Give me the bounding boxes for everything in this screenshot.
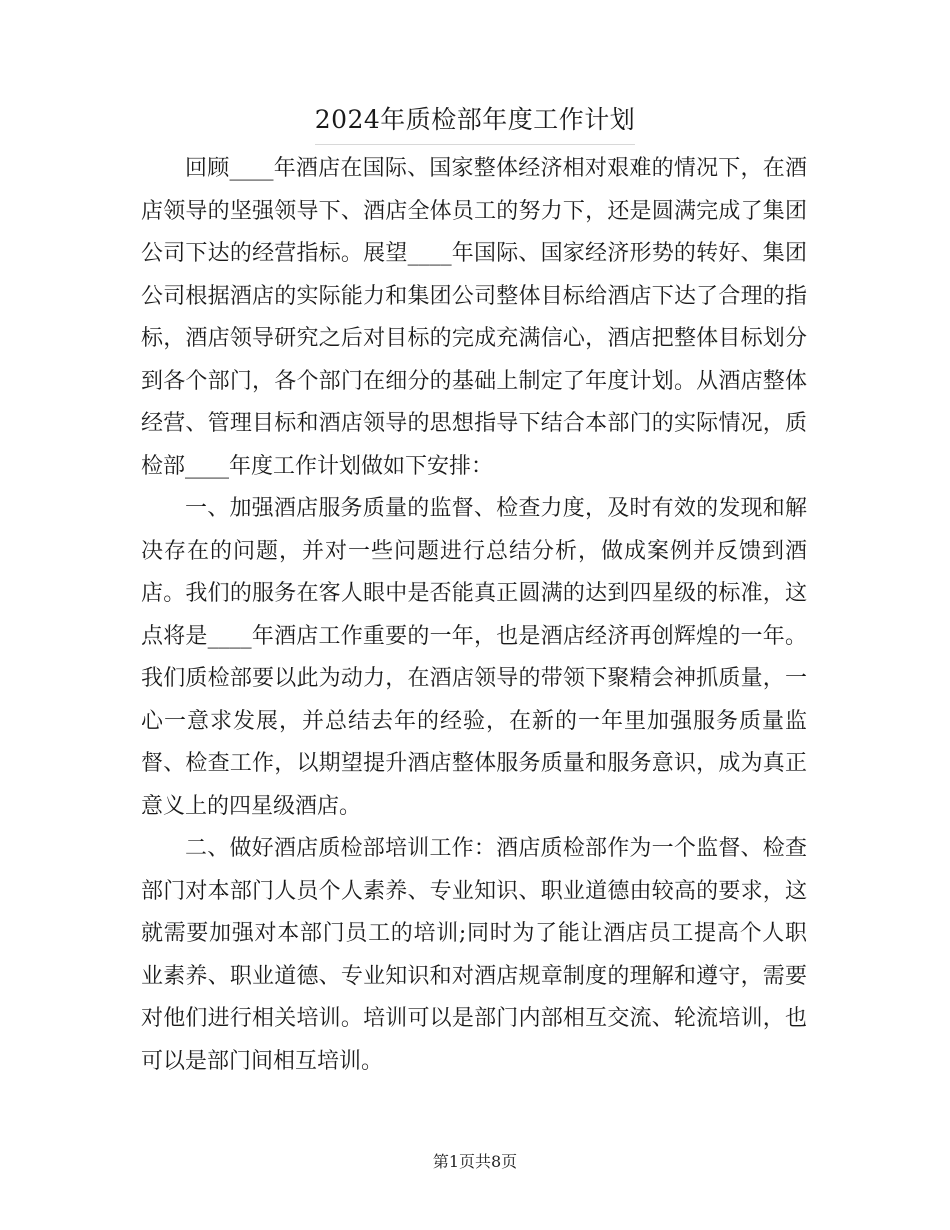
document-title: 2024年质检部年度工作计划 — [315, 102, 636, 145]
page-number-footer: 第1页共8页 — [432, 1152, 518, 1171]
paragraph-intro: 回顾____年酒店在国际、国家整体经济相对艰难的情况下，在酒店领导的坚强领导下、酒店全体员工的努力下，还是圆满完成了集团公司下达的经营指标。展望____年国际、国家经济形势的转好、集团公司根据酒店的实际能力和集团公司整体目标给酒店下达了合理的指标，酒店领导研究之后对目标的完成充满信心，酒店把整体目标划分到各个部门，各个部门在细分的基础上制定了年度计划。从酒店整体经营、管理目标和酒店领导的思想指导下结合本部门的实际情况，质检部____年度工作计划做如下安排： — [141, 156, 807, 479]
document-body — [141, 148, 807, 1083]
paragraph-section-2: 二、做好酒店质检部培训工作：酒店质检部作为一个监督、检查部门对本部门人员个人素养、专业知识、职业道德由较高的要求，这就需要加强对本部门员工的培训;同时为了能让酒店员工提高个人职业素养、职业道德、专业知识和对酒店规章制度的理解和遵守，需要对他们进行相关培训。培训可以是部门内部相互交流、轮流培训，也可以是部门间相互培训。 — [141, 836, 807, 1074]
paragraph-section-1: 一、加强酒店服务质量的监督、检查力度，及时有效的发现和解决存在的问题，并对一些问题进行总结分析，做成案例并反馈到酒店。我们的服务在客人眼中是否能真正圆满的达到四星级的标准，这点将是____年酒店工作重要的一年，也是酒店经济再创辉煌的一年。我们质检部要以此为动力，在酒店领导的带领下聚精会神抓质量，一心一意求发展，并总结去年的经验，在新的一年里加强服务质量监督、检查工作，以期望提升酒店整体服务质量和服务意识，成为真正意义上的四星级酒店。 — [141, 496, 807, 819]
title-container — [0, 102, 950, 145]
